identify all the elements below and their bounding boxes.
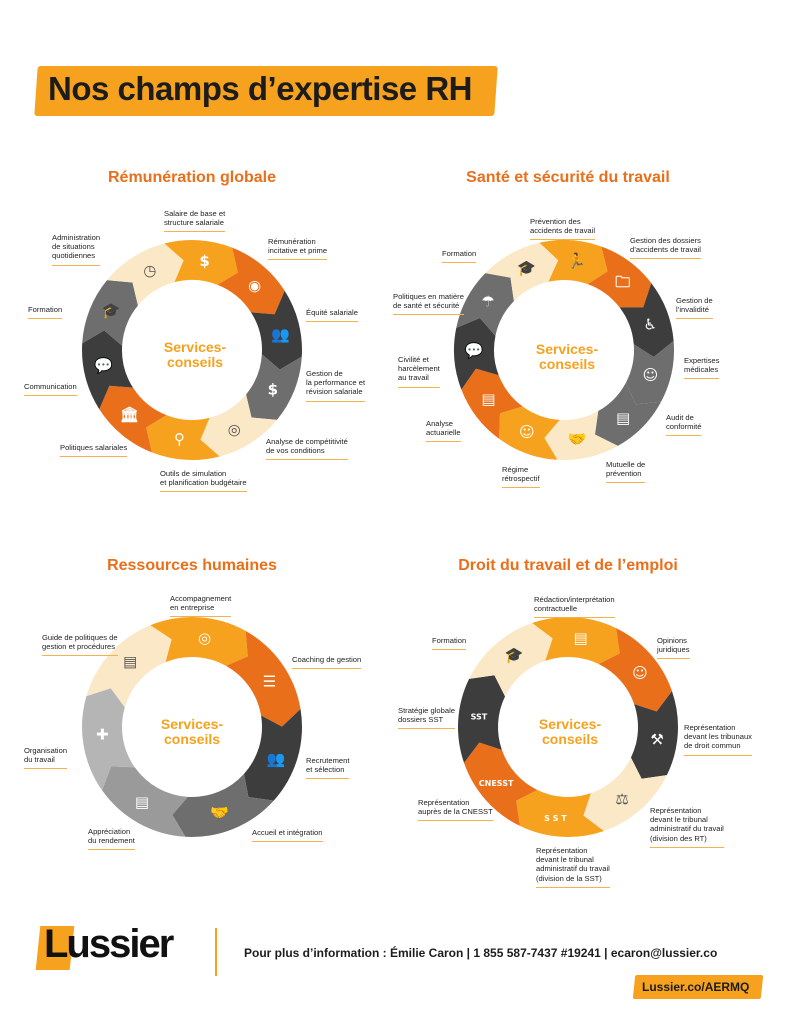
label-tat-sst: Représentation devant le tribunal administratif du travail (division de la SST) <box>536 846 610 888</box>
label-formation-rem: Formation <box>28 305 62 319</box>
label-regime-retrospectif: Régime rétrospectif <box>502 465 540 488</box>
clock-cycle-icon: ◷ <box>143 261 157 280</box>
label-prevention-accidents: Prévention des accidents de travail <box>530 217 595 240</box>
doctor-icon: ☺ <box>642 366 659 385</box>
section-title-droit: Droit du travail et de l’emploi <box>458 557 678 574</box>
folder-icon: 🗀 <box>615 272 631 291</box>
cnesst-icon: CNESST <box>478 779 514 789</box>
contract-icon: ▤ <box>573 628 588 647</box>
label-coaching: Coaching de gestion <box>292 655 361 669</box>
page-title: Nos champs d’expertise RH <box>48 70 472 107</box>
label-analyse-actuarielle: Analyse actuarielle <box>426 419 461 442</box>
graduation-cap-icon: 🎓 <box>517 259 536 278</box>
center-label-rh: Services- conseils <box>160 716 224 747</box>
chat-bubbles-icon: 💬 <box>94 356 113 375</box>
label-formation-sst: Formation <box>442 249 476 263</box>
label-remuneration-incitative: Rémunération incitative et prime <box>268 237 327 260</box>
lawyer-icon: ☺ <box>632 663 648 682</box>
label-organisation: Organisation du travail <box>24 746 67 769</box>
label-gestion-invalidite: Gestion de l’invalidité <box>676 296 713 319</box>
presentation-chart-icon: ▤ <box>481 389 496 408</box>
sst-icon: S S T <box>544 814 567 824</box>
label-cnesst: Représentation auprès de la CNESST <box>418 798 493 821</box>
puzzle-icon: ✚ <box>96 725 109 744</box>
scales-icon: ⚖ <box>615 789 629 808</box>
footer-contact: Pour plus d’information : Émilie Caron | 1 855 587-7437 #19241 | ecaron@lussier.co <box>244 946 718 960</box>
center-label-sst: Services- conseils <box>535 341 599 372</box>
coin-stack-icon: ◉ <box>247 276 262 295</box>
label-audit-conformite: Audit de conformité <box>666 413 701 436</box>
label-expertises-medicales: Expertises médicales <box>684 356 719 379</box>
label-opinions: Opinions juridiques <box>657 636 690 659</box>
footer-divider <box>215 928 217 976</box>
label-redaction: Rédaction/interprétation contractuelle <box>534 595 615 618</box>
label-formation-droit: Formation <box>432 636 466 650</box>
lussier-logo: Lussier <box>44 922 173 966</box>
hands-icon: 🤝 <box>567 430 587 449</box>
label-communication: Communication <box>24 382 77 396</box>
label-tat-rt: Représentation devant le tribunal administratif du travail (division des RT) <box>650 806 724 848</box>
label-appreciation: Appréciation du rendement <box>88 827 135 850</box>
label-strategie-sst: Stratégie globale dossiers SST <box>398 706 455 729</box>
head-document-icon: ▤ <box>134 792 150 811</box>
label-administration: Administration de situations quotidiennes <box>52 233 100 266</box>
target-screen-icon: ◎ <box>198 628 212 647</box>
conversation-people-icon: 💬 <box>464 341 484 360</box>
dollar-coin-icon: $ <box>199 251 210 270</box>
label-mutuelle-prevention: Mutuelle de prévention <box>606 460 645 483</box>
meeting-icon: 👥 <box>266 750 286 769</box>
label-politiques-salariales: Politiques salariales <box>60 443 127 457</box>
section-title-remuneration: Rémunération globale <box>107 169 277 186</box>
money-cycle-icon: $ <box>267 380 279 399</box>
worker-icon: ☺ <box>519 422 535 441</box>
label-guide-politiques: Guide de politiques de gestion et procédures <box>42 633 118 656</box>
checklist-icon: ▤ <box>616 408 631 427</box>
graduation-cap-icon: 🎓 <box>101 301 121 320</box>
center-label-remuneration: Services- conseils <box>163 339 227 370</box>
section-title-rh: Ressources humaines <box>107 557 277 574</box>
label-outils-simulation: Outils de simulation et planification budgétaire <box>160 469 247 492</box>
magnifier-icon: ⚲ <box>173 430 185 449</box>
pen-paper-icon: ▤ <box>123 652 138 671</box>
label-salaire-base: Salaire de base et structure salariale <box>164 209 225 232</box>
graduation-cap-icon: 🎓 <box>504 646 524 665</box>
target-icon: ◎ <box>227 420 241 439</box>
sliders-icon: ☰ <box>262 672 277 691</box>
label-gestion-dossiers: Gestion des dossiers d’accidents de travail <box>630 236 701 259</box>
label-accueil: Accueil et intégration <box>252 828 323 842</box>
footer-link[interactable]: Lussier.co/AERMQ <box>642 980 750 994</box>
folder-sst-icon: SST <box>470 712 488 722</box>
label-politiques-sst: Politiques en matière de santé et sécurité <box>393 292 464 315</box>
bank-icon: 🏛 <box>119 405 139 424</box>
handshake-icon: 🤝 <box>210 803 229 822</box>
label-tribunaux-droit-commun: Représentation devant les tribunaux de droit commun <box>684 723 752 756</box>
label-civilite: Civilité et harcèlement au travail <box>398 355 440 388</box>
gavel-icon: ⚒ <box>650 730 664 749</box>
label-recrutement: Recrutement et sélection <box>306 756 349 779</box>
people-equity-icon: 👥 <box>271 325 290 344</box>
umbrella-icon: ☂ <box>481 292 495 311</box>
label-gestion-performance: Gestion de la performance et révision salariale <box>306 369 365 402</box>
wheelchair-icon: ♿ <box>643 315 658 334</box>
section-title-sst: Santé et sécurité du travail <box>466 169 670 186</box>
center-label-droit: Services- conseils <box>538 716 602 747</box>
running-person-icon: 🏃 <box>567 251 586 270</box>
label-equite-salariale: Équité salariale <box>306 308 358 322</box>
label-accompagnement: Accompagnement en entreprise <box>170 594 231 617</box>
label-analyse-competitivite: Analyse de compétitivité de vos conditions <box>266 437 348 460</box>
